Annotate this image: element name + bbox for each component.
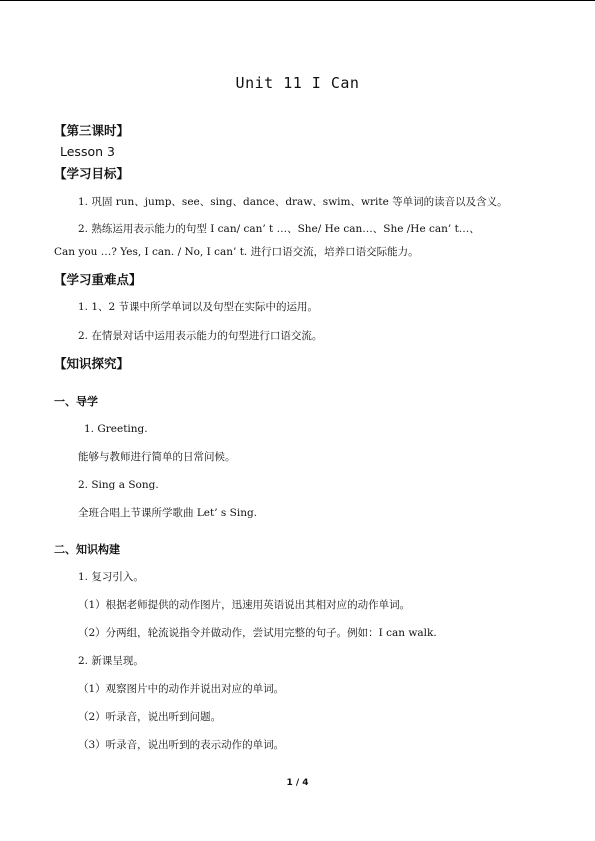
part-2-item-2-b: （2）听录音，说出听到问题。	[78, 711, 222, 723]
part-1-item-1: 1. Greeting.	[84, 423, 148, 435]
key-point-item-2: 2. 在情景对话中运用表示能力的句型进行口语交流。	[78, 330, 323, 342]
exploration-heading: 【知识探究】	[54, 356, 130, 371]
objectives-heading: 【学习目标】	[54, 166, 130, 181]
part-1-heading: 一、导学	[54, 395, 98, 408]
part-2-heading: 二、知识构建	[54, 543, 120, 556]
part-2-item-1-a: （1）根据老师提供的动作图片，迅速用英语说出其相对应的动作单词。	[78, 599, 411, 611]
page-top-border	[0, 0, 595, 1]
key-point-item-1: 1. 1、2 节课中所学单词以及句型在实际中的运用。	[78, 301, 319, 313]
part-2-item-2-c: （3）听录音，说出听到的表示动作的单词。	[78, 739, 285, 751]
objective-item-1: 1. 巩固 run、jump、see、sing、dance、draw、swim、write 等单词的读音以及含义。	[78, 196, 508, 208]
part-1-item-2-desc: 全班合唱上节课所学歌曲 Let’ s Sing.	[78, 507, 258, 519]
part-2-item-1: 1. 复习引入。	[78, 571, 144, 583]
objective-item-2-line-1: 2. 熟练运用表示能力的句型 I can/ can’ t …、She/ He can…、She /He can’ t…、	[78, 223, 480, 235]
lesson-period-heading: 【第三课时】	[54, 123, 130, 138]
part-1-item-1-desc: 能够与教师进行简单的日常问候。	[78, 451, 236, 463]
lesson-label: Lesson 3	[60, 144, 115, 159]
part-1-item-2: 2. Sing a Song.	[78, 479, 159, 491]
part-2-item-2: 2. 新课呈现。	[78, 655, 144, 667]
page-title: Unit 11 I Can	[235, 74, 360, 92]
page-number: 1 / 4	[286, 778, 309, 788]
part-2-item-1-b: （2）分两组，轮流说指令并做动作，尝试用完整的句子。例如：I can walk.	[78, 627, 437, 639]
objective-item-2-line-2: Can you …? Yes, I can. / No, I can’ t. 进行口语交流，培养口语交际能力。	[54, 246, 419, 258]
key-points-heading: 【学习重难点】	[54, 272, 142, 287]
part-2-item-2-a: （1）观察图片中的动作并说出对应的单词。	[78, 683, 285, 695]
